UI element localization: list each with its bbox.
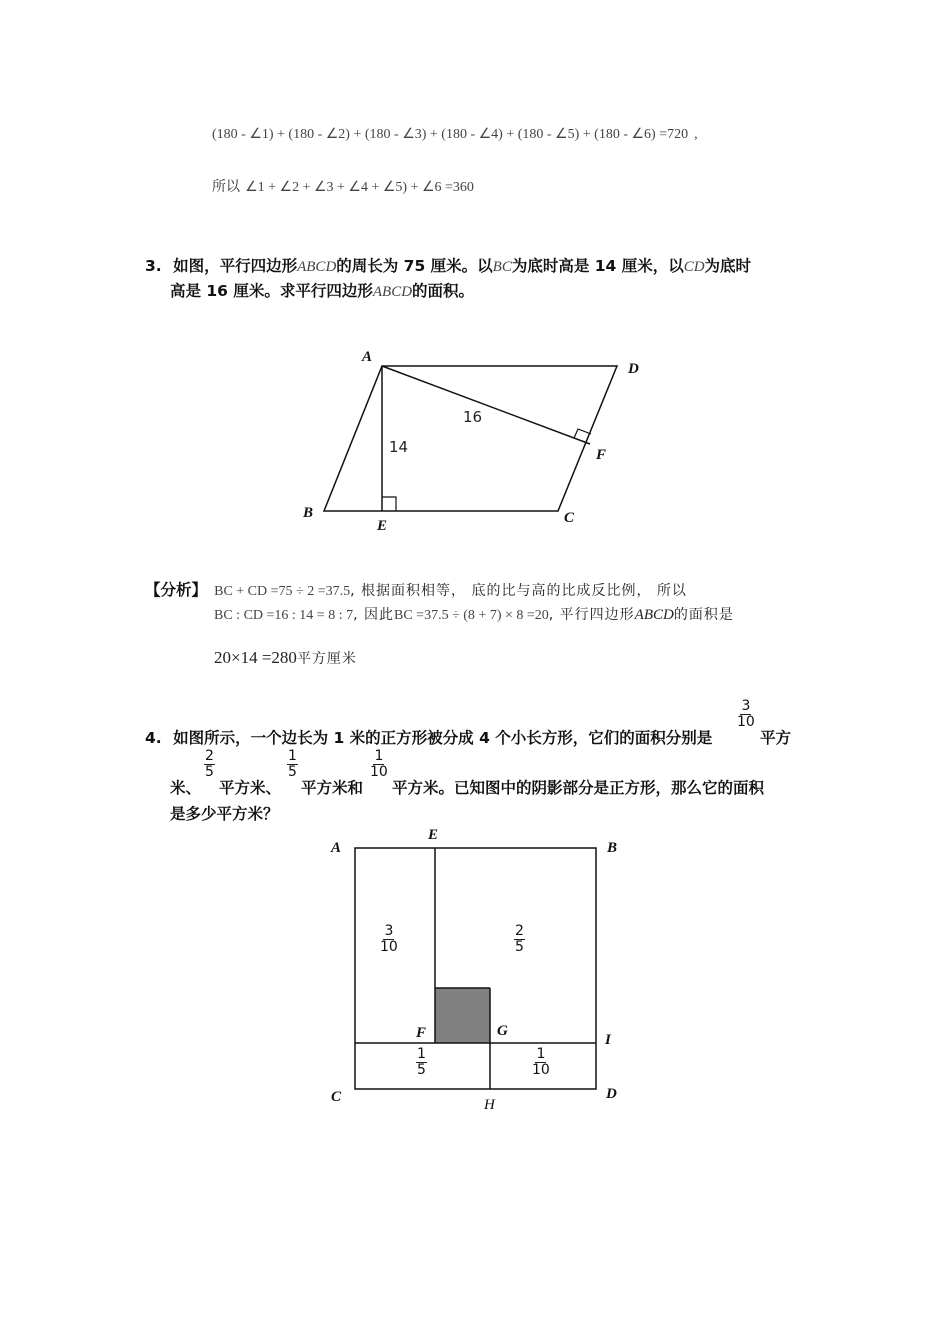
question-3-line-2: 高是 16 厘米。求平行四边形ABCD的面积。 [170,282,475,300]
label-c: C [564,510,575,526]
label-a: A [362,349,373,365]
label-a: A [331,840,342,856]
shaded-square-efg [435,988,490,1043]
height-16-label: 16 [463,408,483,426]
fraction-3-10: $\frac{3}{10}$ [737,698,755,731]
question-4-line-2: 米、 [170,779,202,797]
question-number: 3. [145,257,162,275]
question-4-text-3: 平方米和 [301,779,364,797]
analysis-tag: 【分析】 [145,581,208,599]
question-4-text-4: 平方米。已知图中的阴影部分是正方形，那么它的面积 [392,779,765,797]
label-d: D [606,1086,617,1102]
question-number: 4. [145,729,162,747]
question-4-line-1: 4. 如图所示，一个边长为 1 米的正方形被分成 4 个小长方形，它们的面积分别是 [145,729,713,747]
label-d: D [628,361,639,377]
question-4-line-1-tail: 平方 [760,729,792,747]
question-4-line-3: 是多少平方米？ [170,805,279,823]
area-fraction-bottom-right: $\frac{1}{10}$ [532,1046,550,1079]
angle-sum-formula: (180 - ∠1) + (180 - ∠2) + (180 - ∠3) + (180 - ∠4) + (180 - ∠5) + (180 - ∠6) =720 , [212,127,698,142]
label-e: E [428,827,439,843]
label-b: B [303,505,314,521]
label-e: E [377,518,388,534]
analysis-line-2: BC : CD =16 : 14 = 8 : 7, 因此BC =37.5 ÷ (8 + 7) × 8 =20, 平行四边形ABCD的面积是 [214,607,734,623]
label-f: F [596,447,607,463]
height-14-label: 14 [389,438,409,456]
fraction-1-10: $\frac{1}{10}$ [370,748,388,781]
question-3-line-1: 3. 如图，平行四边形ABCD的周长为 75 厘米。以BC为底时高是 14 厘米，以CD为底时 [145,257,752,275]
label-b: B [607,840,618,856]
label-c: C [331,1089,342,1105]
label-h: H [484,1097,495,1113]
fraction-1-5: $\frac{1}{5}$ [288,748,297,781]
area-fraction-top-right: $\frac{2}{5}$ [515,923,524,956]
angle-conclusion-line: 所以 ∠1 + ∠2 + ∠3 + ∠4 + ∠5) + ∠6 =360 [212,179,474,195]
label-f: F [416,1025,427,1041]
question-4-text-2: 平方米、 [219,779,282,797]
analysis-line-1: 【分析】 BC + CD =75 ÷ 2 =37.5, 根据面积相等， 底的比与高的比成反比例， 所以 [145,581,687,599]
outer-square [355,848,596,1089]
label-i: I [605,1032,611,1048]
label-g: G [497,1023,508,1039]
area-fraction-top-left: $\frac{3}{10}$ [380,923,398,956]
area-fraction-bottom-left: $\frac{1}{5}$ [417,1046,426,1079]
fraction-2-5: $\frac{2}{5}$ [205,748,214,781]
analysis-line-3: 20×14 =280平方厘米 [214,648,357,667]
